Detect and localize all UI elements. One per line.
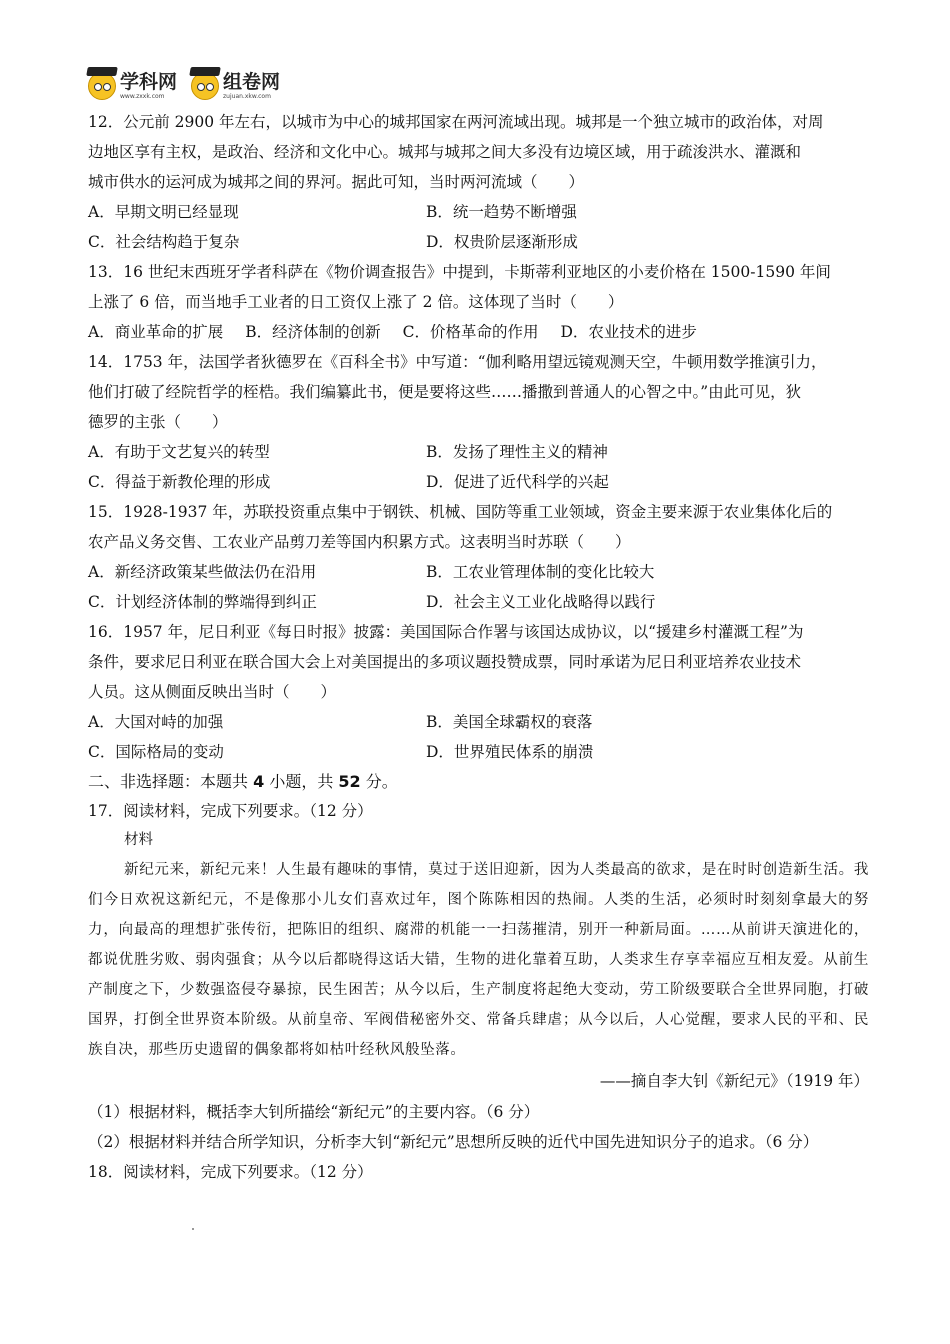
question-18-title: 18．阅读材料，完成下列要求。（12 分） — [88, 1163, 373, 1181]
question-17 — [88, 797, 869, 1157]
mascot-icon — [191, 72, 219, 100]
question-stem-line: 13．16 世纪末西班牙学者科萨在《物价调查报告》中提到，卡斯蒂利亚地区的小麦价格在 1500-1590 年间 — [88, 263, 831, 281]
exam-content — [88, 107, 869, 1187]
section-heading-text: 小题，共 — [264, 772, 339, 791]
option-d: D．农业技术的进步 — [560, 323, 697, 341]
question-stem-line: 15．1928-1937 年，苏联投资重点集中于钢铁、机械、国防等重工业领域，资金主要来源于农业集体化后的 — [88, 503, 833, 521]
option-c: C．价格革命的作用 — [402, 323, 539, 341]
option-b: B．美国全球霸权的衰落 — [426, 713, 593, 731]
section-heading — [88, 767, 869, 797]
option-b: B．统一趋势不断增强 — [426, 203, 577, 221]
question-stem-line: 上涨了 6 倍，而当地手工业者的日工资仅上涨了 2 倍。这体现了当时（ ） — [88, 293, 624, 311]
sub-question-1: （1）根据材料，概括李大钊所描绘“新纪元”的主要内容。（6 分） — [88, 1103, 540, 1121]
question-stem-line: 14．1753 年，法国学者狄德罗在《百科全书》中写道：“伽利略用望远镜观测天空，牛顿用数学推演引力， — [88, 353, 827, 371]
zujuan-logo — [191, 72, 280, 100]
sub-question-2: （2）根据材料并结合所学知识，分析李大钊“新纪元”思想所反映的近代中国先进知识分子的追求。（6 分） — [88, 1133, 819, 1151]
question-stem-line: 边地区享有主权，是政治、经济和文化中心。城邦与城邦之间大多没有边境区域，用于疏浚洪水、灌溉和 — [88, 143, 802, 161]
material-text: 新纪元来，新纪元来！人生最有趣味的事情，莫过于送旧迎新，因为人类最高的欲求，是在时时创造新生活。我们今日欢祝这新纪元，不是像那小儿女们喜欢过年，图个陈陈相因的热闹。人类的生活，必须时时刻刻拿最大的努力，向最高的理想扩张传衍，把陈旧的组织、腐滞的机能一一扫荡摧清，别开一种新局面。……从前讲天演进化的，都说优胜劣败、弱肉强食；从今以后都晓得这话大错，生物的进化靠着互助，人类求生存享幸福应互相友爱。从前生产制度之下，少数强盗侵夺暴掠，民生困苦；从今以后，生产制度将起绝大变动，劳工阶级要联合全世界同胞，打破国界，打倒全世界资本阶级。从前皇帝、军阀借秘密外交、常备兵肆虐；从今以后，人心觉醒，要求人民的平和、民族自决，那些历史遗留的偶象都将如枯叶经秋风般坠落。 — [88, 862, 869, 1058]
logo-name: 组卷网 — [223, 70, 281, 93]
question-count: 4 — [253, 772, 265, 791]
question-stem-line: 他们打破了经院哲学的桎梏。我们编纂此书，便是要将这些……播撒到普通人的心智之中。”由此可见，狄 — [88, 383, 802, 401]
option-a: A．商业革命的扩展 — [88, 323, 224, 341]
header-logos — [88, 68, 280, 104]
option-d: D．权贵阶层逐渐形成 — [426, 233, 578, 251]
xueke-logo — [88, 72, 177, 100]
question-15 — [88, 497, 869, 617]
material-source: ——摘自李大钊《新纪元》（1919 年） — [599, 1072, 869, 1090]
question-stem-line: 农产品义务交售、工农业产品剪刀差等国内积累方式。这表明当时苏联（ ） — [88, 533, 631, 551]
option-b: B．发扬了理性主义的精神 — [426, 443, 608, 461]
logo-url: www.zxxk.com — [120, 92, 165, 100]
question-16 — [88, 617, 869, 767]
total-score: 52 — [338, 772, 361, 791]
question-title: 17．阅读材料，完成下列要求。（12 分） — [88, 802, 373, 820]
option-b: B．经济体制的创新 — [245, 323, 381, 341]
question-stem-line: 条件，要求尼日利亚在联合国大会上对美国提出的多项议题投赞成票，同时承诺为尼日利亚培养农业技术 — [88, 653, 802, 671]
section-heading-text: 二、非选择题：本题共 — [88, 772, 254, 791]
question-stem-line: 12．公元前 2900 年左右，以城市为中心的城邦国家在两河流域出现。城邦是一个独立城市的政治体，对周 — [88, 113, 824, 131]
option-a: A．新经济政策某些做法仍在沿用 — [88, 563, 317, 581]
mascot-icon — [88, 72, 116, 100]
question-stem-line: 德罗的主张（ ） — [88, 413, 228, 431]
material-label: 材料 — [124, 832, 153, 848]
option-a: A．大国对峙的加强 — [88, 713, 224, 731]
logo-name: 学科网 — [120, 70, 178, 93]
logo-url: zujuan.xkw.com — [223, 92, 271, 100]
option-a: A．早期文明已经显现 — [88, 203, 239, 221]
option-c: C．得益于新教伦理的形成 — [88, 473, 271, 491]
option-b: B．工农业管理体制的变化比较大 — [426, 563, 655, 581]
scan-speck — [192, 1228, 194, 1230]
question-stem-line: 16．1957 年，尼日利亚《每日时报》披露：美国国际合作署与该国达成协议，以“援建乡村灌溉工程”为 — [88, 623, 804, 641]
option-c: C．国际格局的变动 — [88, 743, 224, 761]
option-d: D．促进了近代科学的兴起 — [426, 473, 609, 491]
question-12 — [88, 107, 869, 257]
question-14 — [88, 347, 869, 497]
option-d: D．社会主义工业化战略得以践行 — [426, 593, 656, 611]
option-c: C．社会结构趋于复杂 — [88, 233, 240, 251]
option-d: D．世界殖民体系的崩溃 — [426, 743, 594, 761]
option-a: A．有助于文艺复兴的转型 — [88, 443, 270, 461]
question-stem-line: 城市供水的运河成为城邦之间的界河。据此可知，当时两河流域（ ） — [88, 173, 585, 191]
question-13 — [88, 257, 869, 347]
section-heading-text: 分。 — [360, 772, 398, 791]
option-c: C．计划经济体制的弊端得到纠正 — [88, 593, 317, 611]
question-stem-line: 人员。这从侧面反映出当时（ ） — [88, 683, 337, 701]
